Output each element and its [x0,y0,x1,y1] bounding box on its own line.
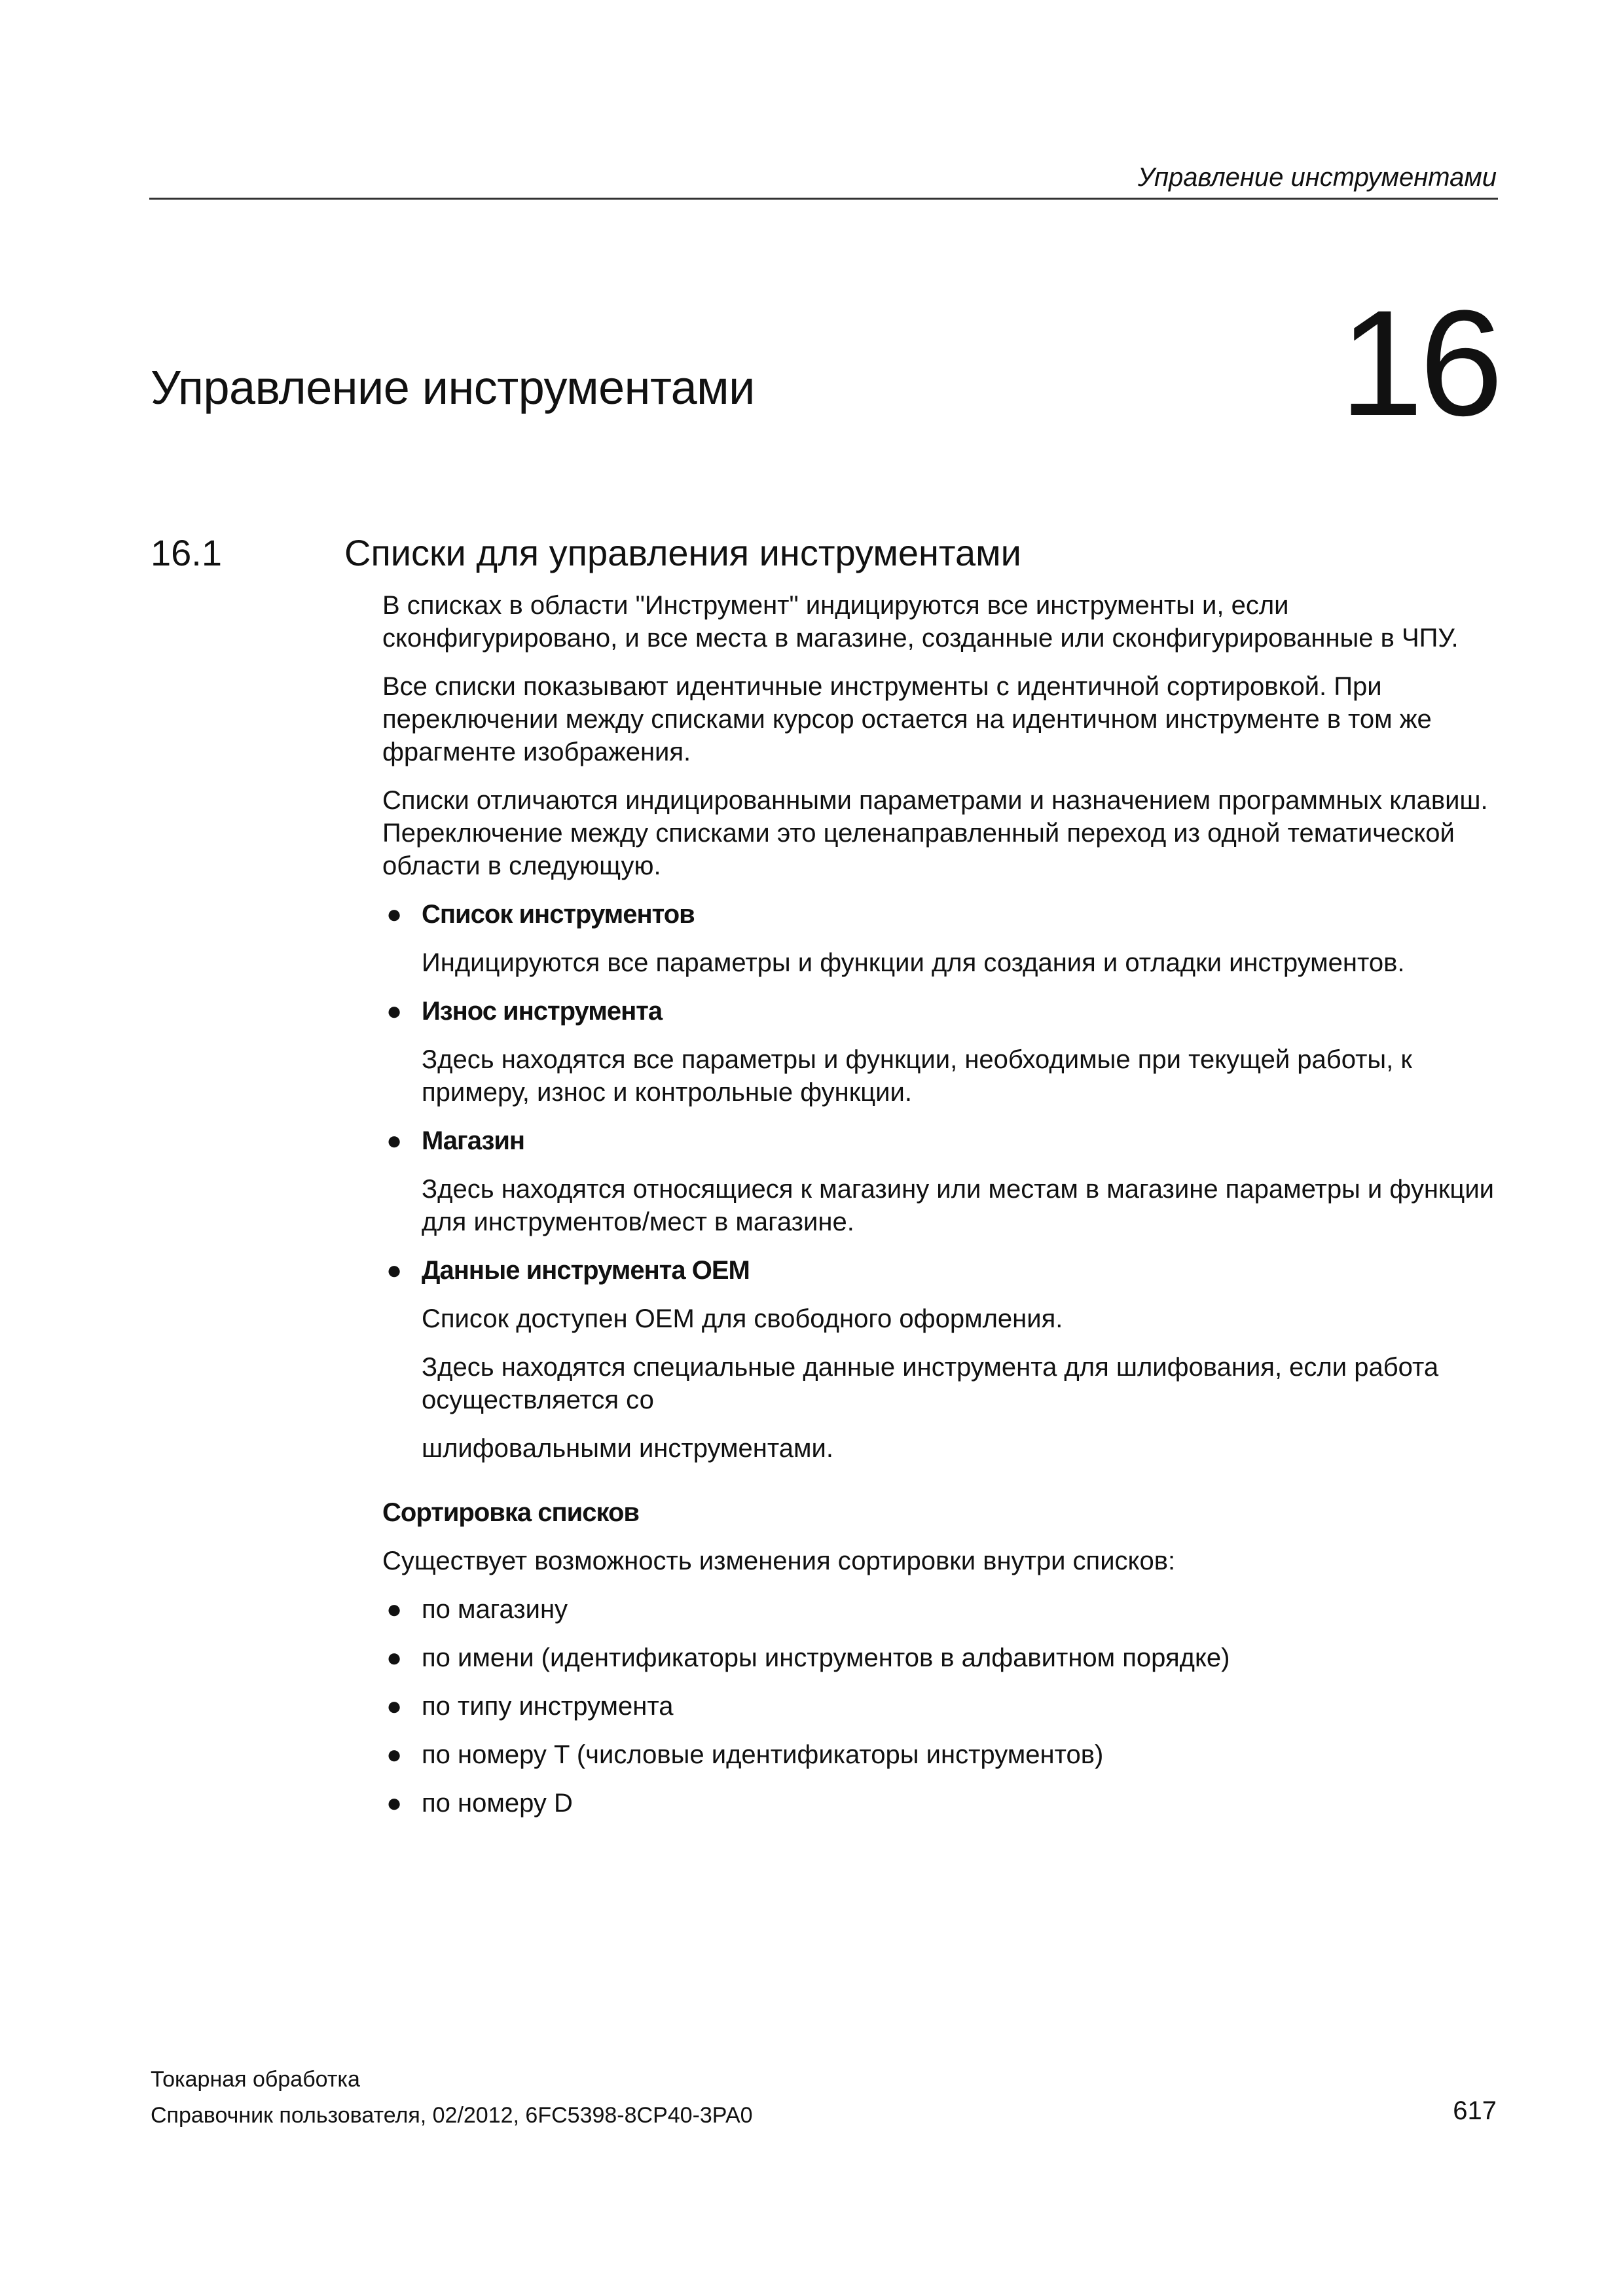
list-type-description [422,946,1508,979]
sorting-options [382,1593,1508,1820]
chapter-number: 16 [1340,279,1499,447]
sorting-heading: Сортировка списков [382,1498,639,1527]
header-divider [149,198,1498,200]
bullet-icon: ● [386,1126,403,1155]
description-paragraph: Здесь находятся все параметры и функции, необходимые при текущей работы, к примеру, износ и контрольные функции. [422,1045,1412,1107]
bullet-icon: ● [386,900,403,929]
intro-paragraph: Списки отличаются индицированными параметрами и назначением программных клавиш. Переключение между списками это целенаправленный переход из одной тематической области в следующую. [382,786,1488,880]
sorting-option-label: по типу инструмента [422,1692,674,1721]
bullet-icon: ● [386,1256,403,1285]
list-type-item [382,1254,1508,1465]
sorting-option [382,1738,1508,1771]
sorting-option-label: по номеру T (числовые идентификаторы инструментов) [422,1740,1104,1769]
list-type-title: Список инструментов [422,900,695,929]
list-type-item [382,1124,1508,1238]
sorting-option-label: по имени (идентификаторы инструментов в алфавитном порядке) [422,1643,1230,1672]
list-type-description [422,1043,1508,1109]
list-type-description [422,1173,1508,1238]
description-paragraph: шлифовальными инструментами. [422,1434,833,1463]
section-heading [151,530,1021,576]
list-type-title: Магазин [422,1126,525,1155]
bullet-icon: ● [386,1789,403,1818]
bullet-icon: ● [386,1595,403,1624]
sorting-option-label: по номеру D [422,1789,573,1818]
bullet-icon: ● [386,1740,403,1769]
sorting-intro: Существует возможность изменения сортировки внутри списков: [382,1547,1176,1575]
running-header: Управление инструментами [1137,163,1497,192]
section-number: 16.1 [151,532,222,573]
sorting-option [382,1787,1508,1820]
intro-paragraph: Все списки показывают идентичные инструменты с идентичной сортировкой. При переключении между списками курсор остается на идентичном инструменте в том же фрагменте изображения. [382,672,1432,766]
bullet-icon: ● [386,1643,403,1672]
list-type-description [422,1302,1508,1465]
description-paragraph: Индицируются все параметры и функции для создания и отладки инструментов. [422,948,1405,977]
sorting-option [382,1593,1508,1626]
section-body [382,589,1508,1835]
chapter-title: Управление инструментами [151,362,755,414]
bullet-icon: ● [386,1692,403,1721]
description-paragraph: Здесь находятся специальные данные инструмента для шлифования, если работа осуществляется со [422,1353,1439,1414]
section-title: Списки для управления инструментами [344,532,1021,573]
sorting-option [382,1690,1508,1723]
list-type-item [382,995,1508,1109]
description-paragraph: Список доступен OEM для свободного оформления. [422,1304,1063,1333]
bullet-icon: ● [386,997,403,1026]
sorting-option-label: по магазину [422,1595,568,1624]
sorting-option [382,1641,1508,1674]
list-types [382,898,1508,1465]
footer-product: Токарная обработка [151,2067,360,2092]
footer-document-info: Справочник пользователя, 02/2012, 6FC5398-8CP40-3PA0 [151,2103,753,2128]
list-type-item [382,898,1508,979]
list-type-title: Данные инструмента OEM [422,1256,750,1285]
intro-paragraph: В списках в области "Инструмент" индицируются все инструменты и, если сконфигурировано, и все места в магазине, созданные или сконфигурированные в ЧПУ. [382,591,1459,653]
description-paragraph: Здесь находятся относящиеся к магазину или местам в магазине параметры и функции для инструментов/мест в магазине. [422,1175,1495,1236]
page-number: 617 [1453,2096,1497,2125]
list-type-title: Износ инструмента [422,997,663,1026]
